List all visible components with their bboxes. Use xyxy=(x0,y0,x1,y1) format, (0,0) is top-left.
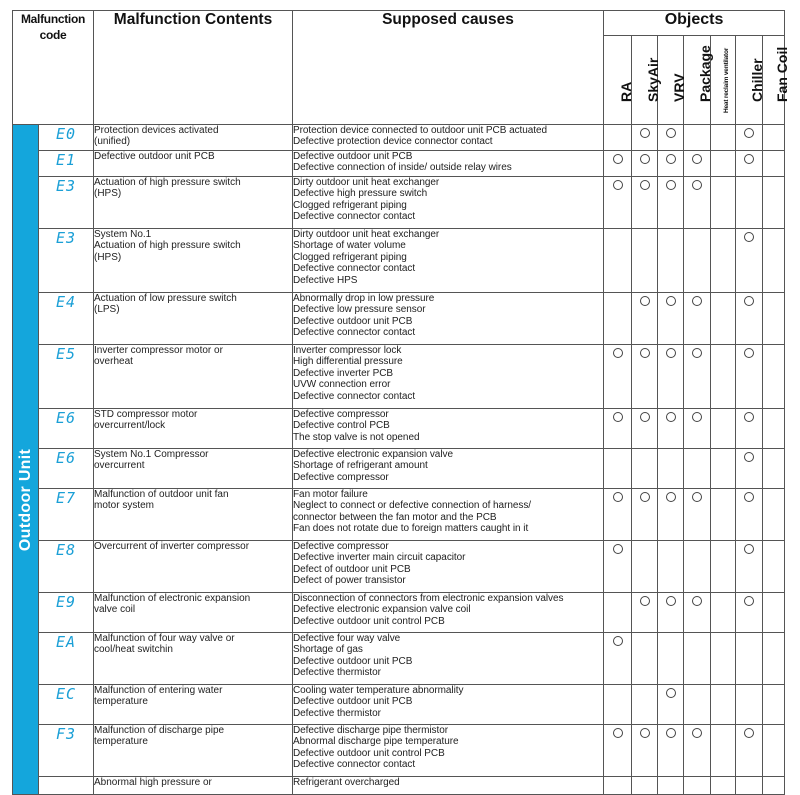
table-row xyxy=(13,177,785,229)
header-object-vrv: VRV xyxy=(658,36,684,125)
supposed-causes: Defective compressor Defective inverter main circuit capacitor Defect of outdoor unit PCB Defect of power transistor xyxy=(293,541,604,593)
table-row xyxy=(13,541,785,593)
applicable-circle-mark xyxy=(613,728,623,738)
applies-vrv xyxy=(658,151,684,177)
applicable-circle-mark xyxy=(744,544,754,554)
applicable-circle-mark xyxy=(640,412,650,422)
applies-vrv xyxy=(658,685,684,725)
applies-package xyxy=(684,125,711,151)
malfunction-content: System No.1 Actuation of high pressure switch (HPS) xyxy=(94,229,293,293)
applies-ra xyxy=(604,685,632,725)
table-row xyxy=(13,593,785,633)
applies-chiller xyxy=(736,125,763,151)
applicable-circle-mark xyxy=(640,154,650,164)
applies-fan-coil xyxy=(763,177,785,229)
malfunction-code: E6 xyxy=(39,409,94,449)
applies-heat-reclaim-ventilator xyxy=(711,151,736,177)
applicable-circle-mark xyxy=(692,180,702,190)
applies-package xyxy=(684,345,711,409)
applies-chiller xyxy=(736,345,763,409)
malfunction-content: Defective outdoor unit PCB xyxy=(94,151,293,177)
applies-chiller xyxy=(736,541,763,593)
applies-package xyxy=(684,177,711,229)
malfunction-code: E4 xyxy=(39,293,94,345)
malfunction-code: EA xyxy=(39,633,94,685)
table-row xyxy=(13,489,785,541)
applies-vrv xyxy=(658,633,684,685)
malfunction-content: STD compressor motor overcurrent/lock xyxy=(94,409,293,449)
applicable-circle-mark xyxy=(692,154,702,164)
applies-skyair xyxy=(632,541,658,593)
applicable-circle-mark xyxy=(613,544,623,554)
table-row xyxy=(13,409,785,449)
applies-ra xyxy=(604,633,632,685)
table-row xyxy=(13,151,785,177)
applies-vrv xyxy=(658,593,684,633)
applies-skyair xyxy=(632,177,658,229)
applies-package xyxy=(684,229,711,293)
malfunction-code: EC xyxy=(39,685,94,725)
applicable-circle-mark xyxy=(666,688,676,698)
applicable-circle-mark xyxy=(666,180,676,190)
applies-chiller xyxy=(736,685,763,725)
malfunction-content: Malfunction of electronic expansion valve coil xyxy=(94,593,293,633)
applies-skyair xyxy=(632,449,658,489)
applies-heat-reclaim-ventilator xyxy=(711,633,736,685)
applies-fan-coil xyxy=(763,409,785,449)
applicable-circle-mark xyxy=(744,492,754,502)
header-object-package: Package xyxy=(684,36,711,125)
malfunction-content: Actuation of high pressure switch (HPS) xyxy=(94,177,293,229)
applicable-circle-mark xyxy=(640,596,650,606)
applies-package xyxy=(684,541,711,593)
applies-heat-reclaim-ventilator xyxy=(711,593,736,633)
supposed-causes: Defective electronic expansion valve Shortage of refrigerant amount Defective compressor xyxy=(293,449,604,489)
applicable-circle-mark xyxy=(692,728,702,738)
applies-vrv xyxy=(658,541,684,593)
applies-chiller xyxy=(736,229,763,293)
malfunction-code: E7 xyxy=(39,489,94,541)
applies-chiller xyxy=(736,633,763,685)
malfunction-code: E6 xyxy=(39,449,94,489)
applies-ra xyxy=(604,177,632,229)
table-row xyxy=(13,633,785,685)
table-row xyxy=(13,725,785,777)
applicable-circle-mark xyxy=(613,154,623,164)
applies-skyair xyxy=(632,725,658,777)
applies-vrv xyxy=(658,229,684,293)
malfunction-content: Malfunction of four way valve or cool/heat switchin xyxy=(94,633,293,685)
applies-skyair xyxy=(632,685,658,725)
applicable-circle-mark xyxy=(692,348,702,358)
applicable-circle-mark xyxy=(613,636,623,646)
applies-heat-reclaim-ventilator xyxy=(711,725,736,777)
applies-package xyxy=(684,489,711,541)
header-objects: Objects xyxy=(604,11,785,36)
applies-fan-coil xyxy=(763,449,785,489)
applies-skyair xyxy=(632,345,658,409)
applies-vrv xyxy=(658,293,684,345)
applies-vrv xyxy=(658,125,684,151)
header-object-fan-coil: Fan Coil xyxy=(763,36,785,125)
applies-ra xyxy=(604,449,632,489)
applicable-circle-mark xyxy=(744,728,754,738)
supposed-causes: Inverter compressor lock High differential pressure Defective inverter PCB UVW connection error Defective connector contact xyxy=(293,345,604,409)
applies-ra xyxy=(604,229,632,293)
applies-vrv xyxy=(658,725,684,777)
applicable-circle-mark xyxy=(666,596,676,606)
applicable-circle-mark xyxy=(640,492,650,502)
applicable-circle-mark xyxy=(640,728,650,738)
malfunction-code: E3 xyxy=(39,229,94,293)
malfunction-content: Malfunction of outdoor unit fan motor system xyxy=(94,489,293,541)
applies-heat-reclaim-ventilator xyxy=(711,409,736,449)
applies-fan-coil xyxy=(763,593,785,633)
applies-skyair xyxy=(632,409,658,449)
applies-heat-reclaim-ventilator xyxy=(711,541,736,593)
applies-ra xyxy=(604,345,632,409)
applicable-circle-mark xyxy=(613,180,623,190)
malfunction-content: Overcurrent of inverter compressor xyxy=(94,541,293,593)
table-row xyxy=(13,293,785,345)
applicable-circle-mark xyxy=(613,412,623,422)
malfunction-code: E8 xyxy=(39,541,94,593)
section-label-outdoor-unit: Outdoor Unit xyxy=(13,125,39,795)
applies-chiller xyxy=(736,293,763,345)
applies-ra xyxy=(604,409,632,449)
applies-chiller xyxy=(736,489,763,541)
supposed-causes: Protection device connected to outdoor unit PCB actuated Defective protection device connector contact xyxy=(293,125,604,151)
applies-skyair xyxy=(632,489,658,541)
applies-fan-coil xyxy=(763,345,785,409)
applicable-circle-mark xyxy=(744,452,754,462)
malfunction-code: F3 xyxy=(39,725,94,777)
header-supposed-causes: Supposed causes xyxy=(293,11,604,125)
applies-fan-coil xyxy=(763,633,785,685)
malfunction-code: E1 xyxy=(39,151,94,177)
malfunction-code: E0 xyxy=(39,125,94,151)
applicable-circle-mark xyxy=(744,296,754,306)
applies-heat-reclaim-ventilator xyxy=(711,449,736,489)
applies-package xyxy=(684,449,711,489)
applies-package xyxy=(684,725,711,777)
applies-heat-reclaim-ventilator xyxy=(711,489,736,541)
applies-fan-coil xyxy=(763,489,785,541)
applicable-circle-mark xyxy=(744,412,754,422)
applies-chiller xyxy=(736,409,763,449)
applies-chiller xyxy=(736,593,763,633)
header-object-ra: RA xyxy=(604,36,632,125)
applicable-circle-mark xyxy=(744,348,754,358)
applies-ra xyxy=(604,489,632,541)
supposed-causes: Defective discharge pipe thermistor Abnormal discharge pipe temperature Defective outdoor unit control PCB Defective connector contact xyxy=(293,725,604,777)
applicable-circle-mark xyxy=(666,128,676,138)
applies-ra xyxy=(604,125,632,151)
header-object-heat-reclaim-ventilator: Heat reclaim ventilator xyxy=(711,36,736,125)
supposed-causes: Fan motor failure Neglect to connect or defective connection of harness/ connector between the fan motor and the PCB Fan does not rotate due to foreign matters caught in it xyxy=(293,489,604,541)
applies-chiller xyxy=(736,725,763,777)
applies-ra xyxy=(604,725,632,777)
applicable-circle-mark xyxy=(666,412,676,422)
supposed-causes: Dirty outdoor unit heat exchanger Defective high pressure switch Clogged refrigerant piping Defective connector contact xyxy=(293,177,604,229)
supposed-causes: Dirty outdoor unit heat exchanger Shortage of water volume Clogged refrigerant piping Defective connector contact Defective HPS xyxy=(293,229,604,293)
applies-heat-reclaim-ventilator xyxy=(711,345,736,409)
applies-skyair xyxy=(632,633,658,685)
applicable-circle-mark xyxy=(666,296,676,306)
applies-package xyxy=(684,151,711,177)
applicable-circle-mark xyxy=(640,128,650,138)
applies-skyair xyxy=(632,229,658,293)
applicable-circle-mark xyxy=(613,348,623,358)
applies-ra xyxy=(604,593,632,633)
applies-skyair xyxy=(632,293,658,345)
applicable-circle-mark xyxy=(744,232,754,242)
applies-chiller xyxy=(736,177,763,229)
applicable-circle-mark xyxy=(666,728,676,738)
applicable-circle-mark xyxy=(640,296,650,306)
applies-fan-coil xyxy=(763,229,785,293)
applies-heat-reclaim-ventilator xyxy=(711,293,736,345)
applies-chiller xyxy=(736,449,763,489)
applicable-circle-mark xyxy=(666,348,676,358)
supposed-causes: Disconnection of connectors from electronic expansion valves Defective electronic expansion valve coil Defective outdoor unit control PCB xyxy=(293,593,604,633)
applies-heat-reclaim-ventilator xyxy=(711,125,736,151)
malfunction-code: E3 xyxy=(39,177,94,229)
malfunction-table xyxy=(12,10,790,795)
applicable-circle-mark xyxy=(666,154,676,164)
malfunction-content: Abnormal high pressure or xyxy=(94,777,293,795)
applies-fan-coil xyxy=(763,725,785,777)
malfunction-content: Inverter compressor motor or overheat xyxy=(94,345,293,409)
applies-package xyxy=(684,685,711,725)
applies-fan-coil xyxy=(763,541,785,593)
applicable-circle-mark xyxy=(640,180,650,190)
supposed-causes: Defective compressor Defective control PCB The stop valve is not opened xyxy=(293,409,604,449)
applies-package xyxy=(684,633,711,685)
header-malfunction-code: Malfunction code xyxy=(13,11,94,125)
applies-skyair xyxy=(632,151,658,177)
applies-heat-reclaim-ventilator xyxy=(711,229,736,293)
applicable-circle-mark xyxy=(744,596,754,606)
applies-package xyxy=(684,593,711,633)
applies-skyair xyxy=(632,593,658,633)
applies-vrv xyxy=(658,489,684,541)
applies-package xyxy=(684,293,711,345)
applies-fan-coil xyxy=(763,685,785,725)
supposed-causes: Abnormally drop in low pressure Defective low pressure sensor Defective outdoor unit PCB Defective connector contact xyxy=(293,293,604,345)
applicable-circle-mark xyxy=(692,596,702,606)
header-object-skyair: SkyAir xyxy=(632,36,658,125)
applies-ra xyxy=(604,541,632,593)
applicable-circle-mark xyxy=(692,296,702,306)
malfunction-code: E9 xyxy=(39,593,94,633)
applies-vrv xyxy=(658,177,684,229)
supposed-causes: Cooling water temperature abnormality Defective outdoor unit PCB Defective thermistor xyxy=(293,685,604,725)
applies-skyair xyxy=(632,125,658,151)
applicable-circle-mark xyxy=(744,128,754,138)
supposed-causes: Defective outdoor unit PCB Defective connection of inside/ outside relay wires xyxy=(293,151,604,177)
applicable-circle-mark xyxy=(744,154,754,164)
table-row xyxy=(13,685,785,725)
malfunction-code: E5 xyxy=(39,345,94,409)
malfunction-content: Malfunction of discharge pipe temperature xyxy=(94,725,293,777)
malfunction-content: Actuation of low pressure switch (LPS) xyxy=(94,293,293,345)
applies-heat-reclaim-ventilator xyxy=(711,685,736,725)
header-object-chiller: Chiller xyxy=(736,36,763,125)
applicable-circle-mark xyxy=(692,492,702,502)
table-row xyxy=(13,125,785,151)
header-malfunction-contents: Malfunction Contents xyxy=(94,11,293,125)
applies-ra xyxy=(604,293,632,345)
table-row xyxy=(13,345,785,409)
malfunction-content: Malfunction of entering water temperature xyxy=(94,685,293,725)
table-row xyxy=(13,229,785,293)
applies-vrv xyxy=(658,345,684,409)
applicable-circle-mark xyxy=(692,412,702,422)
applies-vrv xyxy=(658,409,684,449)
applicable-circle-mark xyxy=(640,348,650,358)
applies-fan-coil xyxy=(763,151,785,177)
applies-vrv xyxy=(658,449,684,489)
malfunction-content: Protection devices activated (unified) xyxy=(94,125,293,151)
applies-fan-coil xyxy=(763,293,785,345)
supposed-causes: Defective four way valve Shortage of gas Defective outdoor unit PCB Defective thermistor xyxy=(293,633,604,685)
applies-ra xyxy=(604,151,632,177)
malfunction-content: System No.1 Compressor overcurrent xyxy=(94,449,293,489)
applies-package xyxy=(684,409,711,449)
supposed-causes: Refrigerant overcharged xyxy=(293,777,604,795)
applicable-circle-mark xyxy=(666,492,676,502)
applies-heat-reclaim-ventilator xyxy=(711,177,736,229)
applies-chiller xyxy=(736,151,763,177)
table-row xyxy=(13,449,785,489)
applicable-circle-mark xyxy=(613,492,623,502)
applies-fan-coil xyxy=(763,125,785,151)
